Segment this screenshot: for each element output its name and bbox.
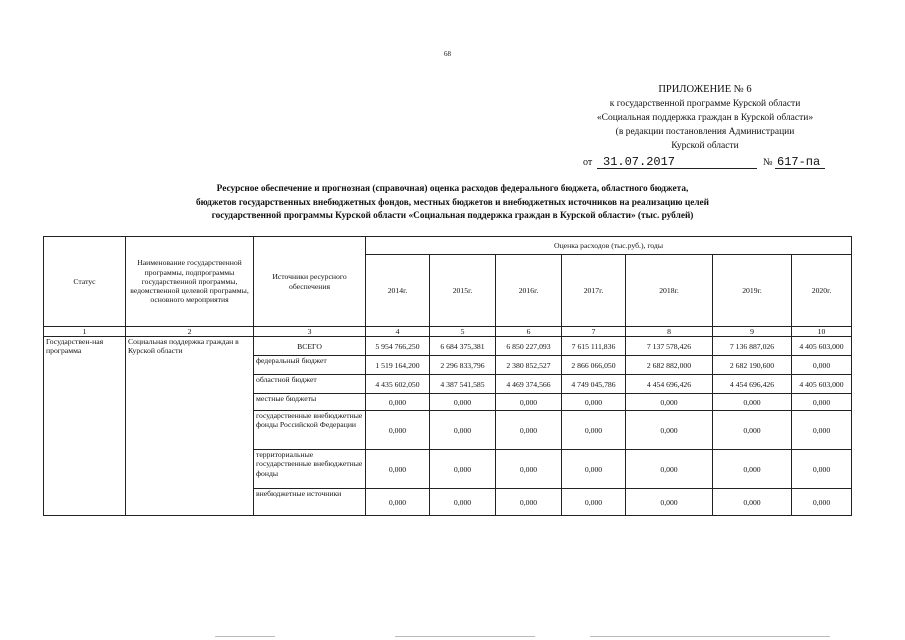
value-cell: 0,000 [562,450,626,489]
header-name: Наименование государственной программы, подпрограммы государственной программы, ведомственной целевой программы, основного мероприятия [126,237,254,327]
value-cell: 0,000 [496,450,562,489]
value-cell: 0,000 [366,450,430,489]
page-number: 68 [444,50,451,58]
value-cell: 0,000 [366,394,430,411]
source-cell: государственные внебюджетные фонды Российской Федерации [254,411,366,450]
value-cell: 4 405 603,000 [792,337,852,356]
value-cell: 0,000 [792,394,852,411]
value-cell: 0,000 [713,450,792,489]
value-cell: 4 454 696,426 [713,375,792,394]
header-year: 2017г. [562,255,626,327]
title-line: государственной программы Курской области «Социальная поддержка граждан в Курской области» (тыс. рублей) [211,211,694,221]
value-cell: 0,000 [366,411,430,450]
appendix-line: Курской области [671,141,739,151]
column-number: 7 [562,327,626,337]
value-cell: 0,000 [496,489,562,516]
value-cell: 7 615 111,836 [562,337,626,356]
value-cell: 0,000 [792,489,852,516]
value-cell: 2 296 833,796 [430,356,496,375]
header-status: Статус [44,237,126,327]
order-number-label: № [763,157,773,168]
value-cell: 0,000 [713,394,792,411]
scan-artifact [395,636,535,637]
column-number: 6 [496,327,562,337]
value-cell: 0,000 [626,411,713,450]
value-cell: 4 435 602,050 [366,375,430,394]
appendix-header [540,83,870,153]
value-cell: 0,000 [430,450,496,489]
appendix-line: «Социальная поддержка граждан в Курской области» [596,113,814,123]
resource-table [43,236,852,516]
value-cell: 4 749 045,786 [562,375,626,394]
source-cell: территориальные государственные внебюджетные фонды [254,450,366,489]
header-year: 2016г. [496,255,562,327]
value-cell: 0,000 [366,489,430,516]
value-cell: 0,000 [792,450,852,489]
value-cell: 6 684 375,381 [430,337,496,356]
title-line: Ресурсное обеспечение и прогнозная (справочная) оценка расходов федерального бюджета, областного бюджета, [216,184,689,194]
document-title [120,183,785,224]
value-cell: 4 469 374,566 [496,375,562,394]
column-number: 9 [713,327,792,337]
table-row [44,337,852,356]
value-cell: 1 519 164,200 [366,356,430,375]
scan-artifact [590,636,830,637]
order-number: 617-па [777,155,821,169]
value-cell: 2 380 852,527 [496,356,562,375]
header-year: 2015г. [430,255,496,327]
value-cell: 0,000 [496,411,562,450]
title-line: бюджетов государственных внебюджетных фондов, местных бюджетов и внебюджетных источников на реализацию целей [195,197,710,208]
value-cell: 0,000 [430,489,496,516]
source-cell: внебюджетные источники [254,489,366,516]
value-cell: 2 682 190,600 [713,356,792,375]
value-cell: 0,000 [626,394,713,411]
value-cell: 5 954 766,250 [366,337,430,356]
status-cell: Государствен-ная программа [44,337,126,516]
header-year: 2018г. [626,255,713,327]
column-number: 2 [126,327,254,337]
value-cell: 0,000 [496,394,562,411]
source-cell: областной бюджет [254,375,366,394]
order-date: 31.07.2017 [603,155,676,169]
program-name-cell: Социальная поддержка граждан в Курской области [126,337,254,516]
column-number: 3 [254,327,366,337]
header-source: Источники ресурсного обеспечения [254,237,366,327]
column-number-row [44,327,852,337]
column-number: 10 [792,327,852,337]
value-cell: 2 682 882,000 [626,356,713,375]
order-reference [583,153,843,169]
header-year: 2014г. [366,255,430,327]
value-cell: 0,000 [713,489,792,516]
value-cell: 4 387 541,585 [430,375,496,394]
column-number: 5 [430,327,496,337]
value-cell: 7 136 887,026 [713,337,792,356]
value-cell: 0,000 [430,394,496,411]
source-cell: местные бюджеты [254,394,366,411]
column-number: 8 [626,327,713,337]
value-cell: 0,000 [562,411,626,450]
order-from-label: от [583,157,593,168]
value-cell: 0,000 [626,489,713,516]
value-cell: 0,000 [713,411,792,450]
value-cell: 4 405 603,000 [792,375,852,394]
value-cell: 7 137 578,426 [626,337,713,356]
value-cell: 6 850 227,093 [496,337,562,356]
source-cell: федеральный бюджет [254,356,366,375]
source-cell: ВСЕГО [254,337,366,356]
column-number: 4 [366,327,430,337]
value-cell: 0,000 [792,356,852,375]
value-cell: 2 866 066,050 [562,356,626,375]
column-number: 1 [44,327,126,337]
value-cell: 0,000 [626,450,713,489]
value-cell: 0,000 [430,411,496,450]
value-cell: 4 454 696,426 [626,375,713,394]
header-year: 2020г. [792,255,852,327]
appendix-line: (в редакции постановления Администрации [615,127,795,137]
appendix-title: ПРИЛОЖЕНИЕ № 6 [658,84,752,95]
appendix-line: к государственной программе Курской области [609,99,801,109]
value-cell: 0,000 [562,489,626,516]
value-cell: 0,000 [792,411,852,450]
value-cell: 0,000 [562,394,626,411]
header-year: 2019г. [713,255,792,327]
scan-artifact [215,636,275,637]
header-estimate: Оценка расходов (тыс.руб.), годы [366,237,852,255]
